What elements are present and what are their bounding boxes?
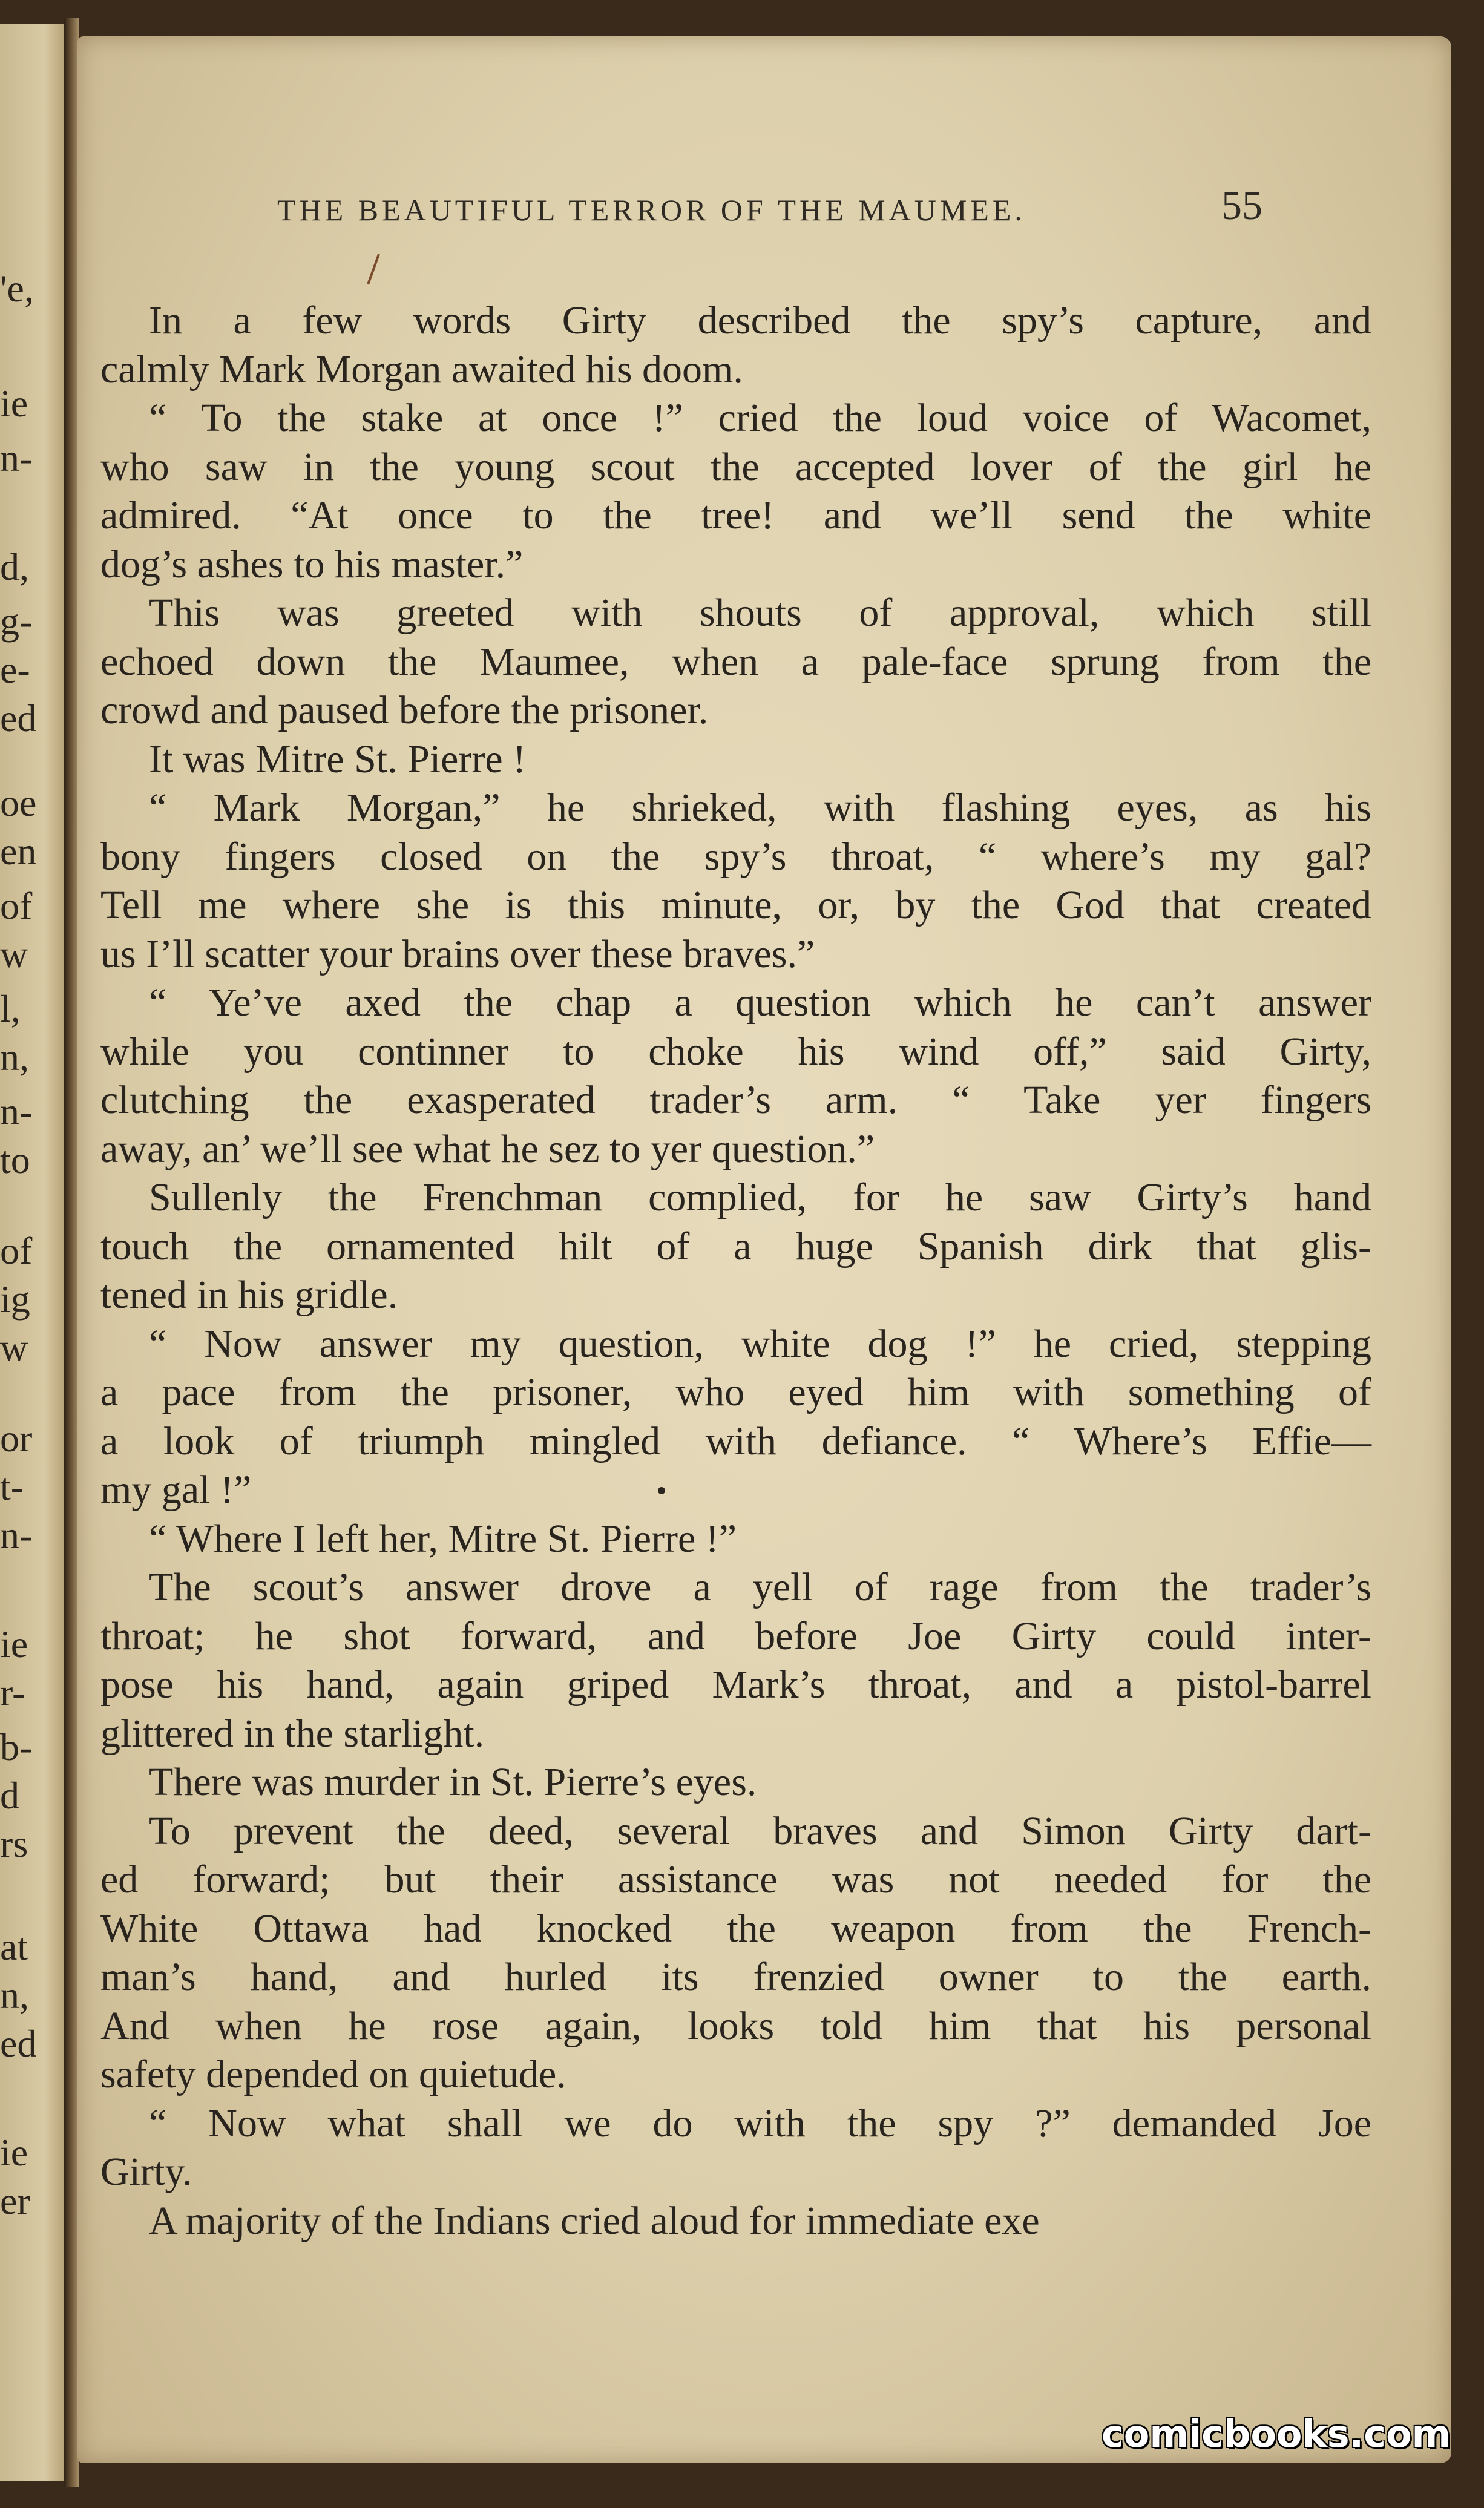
- ink-dot-mark: [658, 1487, 665, 1494]
- previous-page-fragment: d: [0, 1774, 19, 1817]
- previous-page-fragment: ie: [0, 382, 28, 425]
- text-line-content: who saw in the young scout the accepted lover of the girl he: [100, 444, 1371, 489]
- previous-page-text: [0, 24, 64, 2481]
- text-line-content: us I’ll scatter your brains over these braves.”: [100, 931, 815, 976]
- text-line-content: glittered in the starlight.: [100, 1711, 485, 1756]
- text-line-content: “ Where I left her, Mitre St. Pierre !”: [149, 1516, 737, 1561]
- text-line-content: It was Mitre St. Pierre !: [149, 737, 527, 781]
- text-line-content: “ Ye’ve axed the chap a question which he can’t answer: [149, 980, 1371, 1025]
- text-line-content: “ Now answer my question, white dog !” he cried, stepping: [149, 1321, 1371, 1366]
- previous-page-fragment: w: [0, 1326, 28, 1369]
- previous-page-fragment: ig: [0, 1278, 30, 1321]
- text-line-content: a look of triumph mingled with defiance. “ Where’s Effie—: [100, 1419, 1371, 1463]
- previous-page-fragment: l,: [0, 987, 21, 1030]
- previous-page-fragment: e-: [0, 648, 30, 691]
- previous-page-fragment: to: [0, 1138, 30, 1181]
- text-line-content: pose his hand, again griped Mark’s throat, and a pistol-barrel: [100, 1663, 1371, 1707]
- text-line-content: touch the ornamented hilt of a huge Spanish dirk that glis-: [100, 1224, 1371, 1269]
- text-line-content: clutching the exasperated trader’s arm. “ Take yer fingers: [100, 1078, 1371, 1122]
- text-line-content: “ Now what shall we do with the spy ?” demanded Joe: [149, 2101, 1371, 2145]
- previous-page-fragment: t-: [0, 1465, 24, 1508]
- previous-page-fragment: ed: [0, 2022, 37, 2065]
- previous-page-fragment: or: [0, 1417, 33, 1460]
- previous-page-fragment: ed: [0, 697, 37, 740]
- text-line-content: In a few words Girty described the spy’s capture, and: [149, 298, 1371, 343]
- text-line-content: tened in his gridle.: [100, 1273, 398, 1317]
- text-line-content: ed forward; but their assistance was not needed for the: [100, 1857, 1371, 1902]
- previous-page-fragment: n-: [0, 1090, 33, 1133]
- text-line-content: Tell me where she is this minute, or, by the God that created: [100, 883, 1371, 927]
- running-head-title: THE BEAUTIFUL TERROR OF THE MAUMEE.: [277, 193, 1026, 227]
- text-line-content: safety depended on quietude.: [100, 2052, 566, 2096]
- text-line-content: White Ottawa had knocked the weapon from the French-: [100, 1906, 1371, 1951]
- text-line-content: my gal !”: [100, 1468, 252, 1512]
- previous-page-fragment: n-: [0, 1514, 33, 1557]
- text-line-content: bony fingers closed on the spy’s throat, “ where’s my gal?: [100, 834, 1371, 879]
- previous-page-fragment: g-: [0, 600, 33, 643]
- previous-page-fragment: w: [0, 933, 28, 976]
- previous-page-fragment: ie: [0, 1623, 28, 1666]
- previous-page-fragment: r-: [0, 1671, 25, 1714]
- previous-page-fragment: oe: [0, 781, 37, 824]
- previous-page-fragment: ie: [0, 2131, 28, 2174]
- text-line-content: To prevent the deed, several braves and Simon Girty dart-: [149, 1808, 1371, 1853]
- print-marks: [77, 36, 1451, 2463]
- previous-page-fragment: rs: [0, 1822, 28, 1865]
- watermark-text: comicbooks.com: [1102, 2412, 1451, 2456]
- ink-stroke-mark: [368, 254, 379, 284]
- text-line-content: And when he rose again, looks told him that his personal: [100, 2003, 1371, 2048]
- text-line-content: There was murder in St. Pierre’s eyes.: [149, 1760, 757, 1804]
- previous-page-fragment: b-: [0, 1725, 33, 1768]
- text-line-content: a pace from the prisoner, who eyed him with something of: [100, 1370, 1371, 1414]
- page-number: 55: [1221, 182, 1262, 228]
- text-line-content: Sullenly the Frenchman complied, for he saw Girty’s hand: [149, 1175, 1371, 1220]
- text-line-content: crowd and paused before the prisoner.: [100, 688, 709, 732]
- text-line-content: A majority of the Indians cried aloud for immediate exe: [149, 2198, 1040, 2243]
- text-line-content: Girty.: [100, 2150, 192, 2194]
- text-line-content: “ Mark Morgan,” he shrieked, with flashing eyes, as his: [149, 786, 1371, 830]
- book-page: [77, 36, 1451, 2463]
- text-line-content: The scout’s answer drove a yell of rage from the trader’s: [149, 1565, 1371, 1609]
- previous-page-fragment: n,: [0, 1036, 29, 1078]
- text-line-content: admired. “At once to the tree! and we’ll send the white: [100, 493, 1371, 537]
- previous-page-sliver: [0, 24, 64, 2481]
- text-line-content: dog’s ashes to his master.”: [100, 542, 524, 586]
- previous-page-fragment: of: [0, 884, 33, 927]
- text-line-content: This was greeted with shouts of approval, which still: [149, 591, 1371, 635]
- text-line-content: while you continner to choke his wind off,” said Girty,: [100, 1029, 1371, 1074]
- previous-page-fragment: en: [0, 830, 37, 873]
- text-line-content: “ To the stake at once !” cried the loud voice of Wacomet,: [149, 396, 1371, 440]
- text-line-content: away, an’ we’ll see what he sez to yer question.”: [100, 1126, 875, 1171]
- text-line-content: man’s hand, and hurled its frenzied owner to the earth.: [100, 1955, 1371, 1999]
- previous-page-fragment: 'e,: [0, 267, 34, 310]
- previous-page-fragment: d,: [0, 545, 29, 588]
- previous-page-fragment: er: [0, 2179, 30, 2222]
- text-line-content: echoed down the Maumee, when a pale-face sprung from the: [100, 639, 1371, 684]
- text-line-content: throat; he shot forward, and before Joe Girty could inter-: [100, 1613, 1371, 1658]
- previous-page-fragment: at: [0, 1925, 28, 1968]
- previous-page-fragment: of: [0, 1229, 33, 1272]
- text-line-content: calmly Mark Morgan awaited his doom.: [100, 347, 743, 392]
- previous-page-fragment: n-: [0, 436, 33, 479]
- previous-page-fragment: n,: [0, 1974, 29, 2017]
